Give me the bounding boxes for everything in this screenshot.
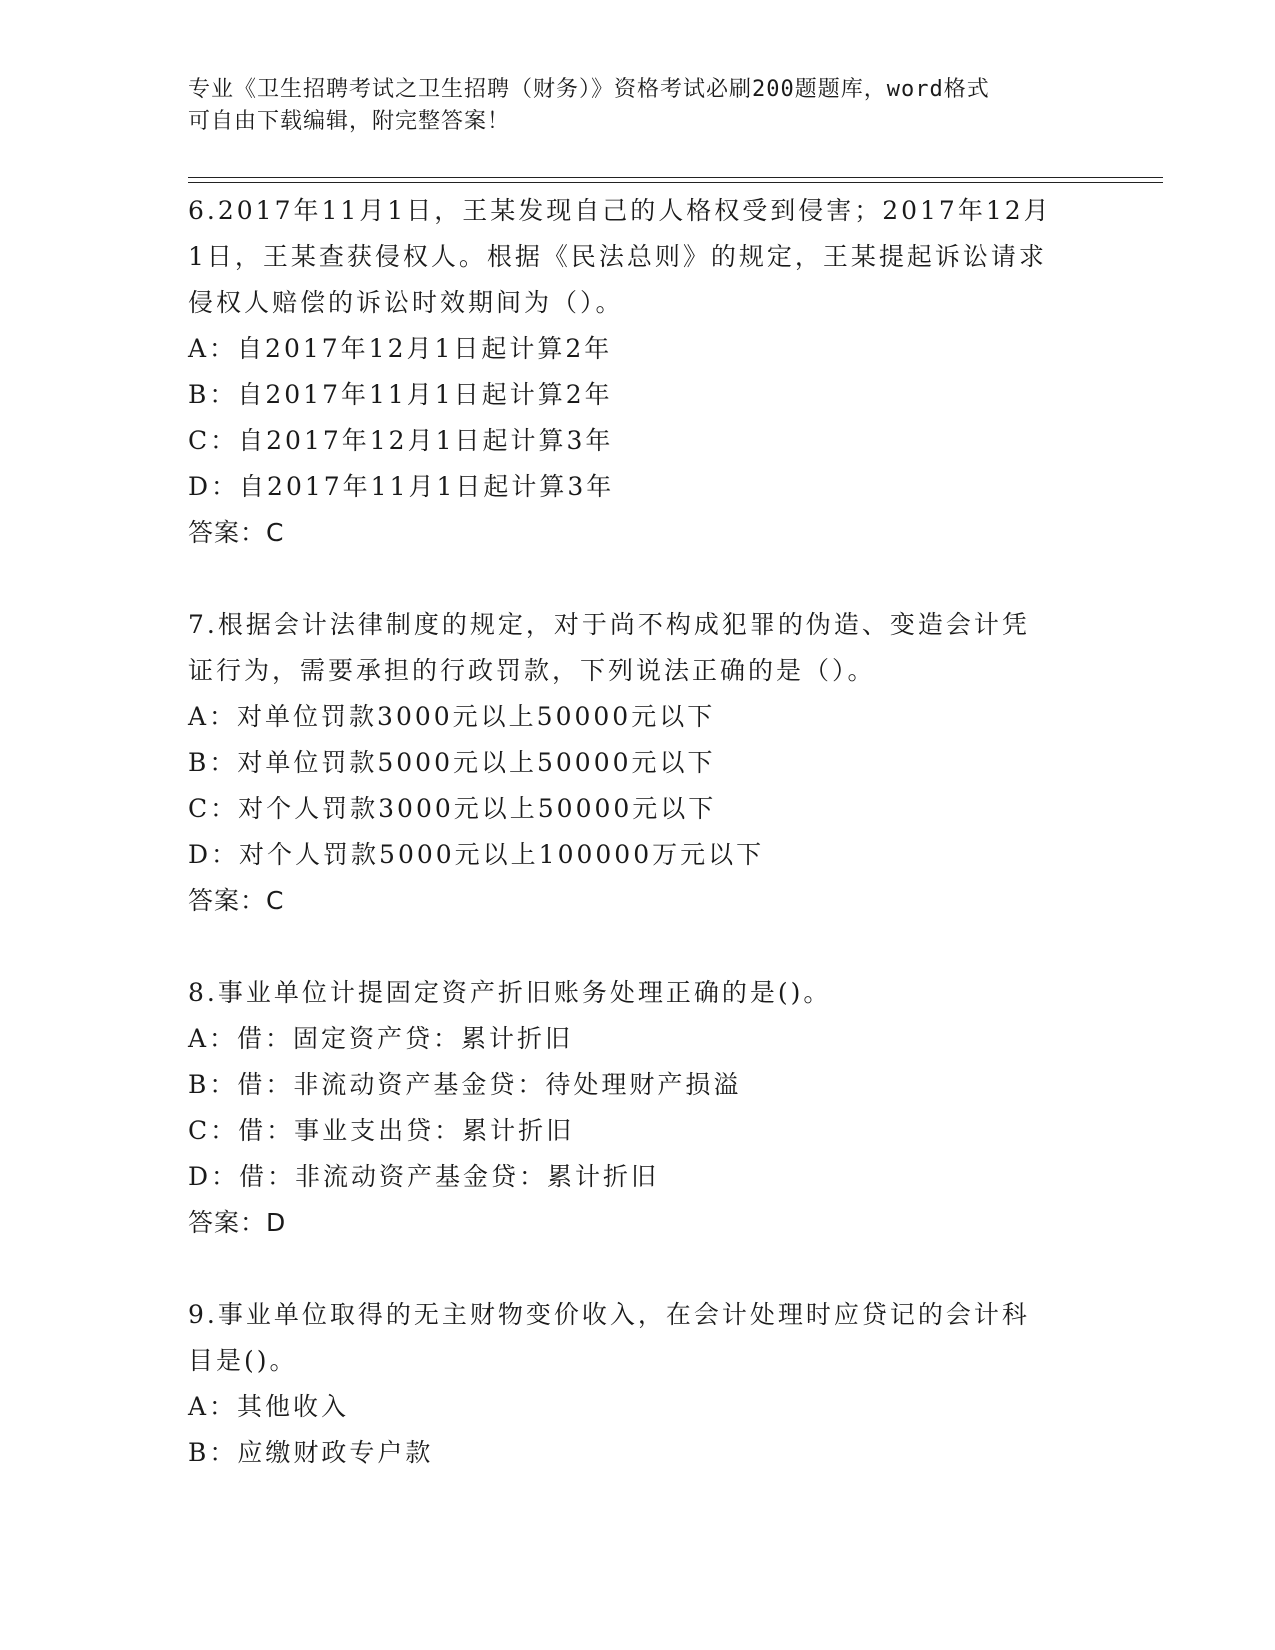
question-text: 1日，王某查获侵权人。根据《民法总则》的规定，王某提起诉讼请求: [188, 242, 1047, 271]
option-a: A：其他收入: [188, 1392, 350, 1421]
question-8: [188, 970, 1148, 1246]
option-c: C：借：事业支出贷：累计折旧: [188, 1116, 575, 1145]
option-b: B：对单位罚款5000元以上50000元以下: [188, 748, 716, 777]
spacer: [188, 1246, 1148, 1292]
answer: 答案：C: [188, 886, 285, 915]
header-divider-top: [188, 177, 1163, 178]
answer: 答案：D: [188, 1208, 287, 1237]
option-b: B：应缴财政专户款: [188, 1438, 434, 1467]
question-list: [188, 188, 1148, 1476]
option-a: A：借：固定资产贷：累计折旧: [188, 1024, 574, 1053]
header-line-2: 可自由下载编辑，附完整答案！: [188, 109, 511, 134]
option-d: D：对个人罚款5000元以上100000万元以下: [188, 840, 765, 869]
question-7: [188, 602, 1148, 924]
option-b: B：借：非流动资产基金贷：待处理财产损溢: [188, 1070, 742, 1099]
answer: 答案：C: [188, 518, 285, 547]
option-a: A：自2017年12月1日起计算2年: [188, 334, 613, 363]
option-a: A：对单位罚款3000元以上50000元以下: [188, 702, 716, 731]
question-text: 证行为，需要承担的行政罚款，下列说法正确的是（）。: [188, 656, 876, 685]
question-text: 9.事业单位取得的无主财物变价收入，在会计处理时应贷记的会计科: [188, 1300, 1030, 1329]
option-b: B：自2017年11月1日起计算2年: [188, 380, 613, 409]
question-text: 目是()。: [188, 1346, 298, 1375]
question-text: 侵权人赔偿的诉讼时效期间为（）。: [188, 288, 624, 317]
option-d: D：借：非流动资产基金贷：累计折旧: [188, 1162, 660, 1191]
option-c: C：对个人罚款3000元以上50000元以下: [188, 794, 717, 823]
spacer: [188, 556, 1148, 602]
question-text: 6.2017年11月1日，王某发现自己的人格权受到侵害；2017年12月: [188, 196, 1052, 225]
question-6: [188, 188, 1148, 556]
document-header: [188, 74, 1088, 138]
question-text: 8.事业单位计提固定资产折旧账务处理正确的是()。: [188, 978, 832, 1007]
option-c: C：自2017年12月1日起计算3年: [188, 426, 614, 455]
spacer: [188, 924, 1148, 970]
header-divider-bottom: [188, 182, 1163, 183]
question-text: 7.根据会计法律制度的规定，对于尚不构成犯罪的伪造、变造会计凭: [188, 610, 1030, 639]
header-line-1: 专业《卫生招聘考试之卫生招聘（财务）》资格考试必刷200题题库，word格式: [188, 77, 990, 102]
option-d: D：自2017年11月1日起计算3年: [188, 472, 615, 501]
question-9: [188, 1292, 1148, 1476]
